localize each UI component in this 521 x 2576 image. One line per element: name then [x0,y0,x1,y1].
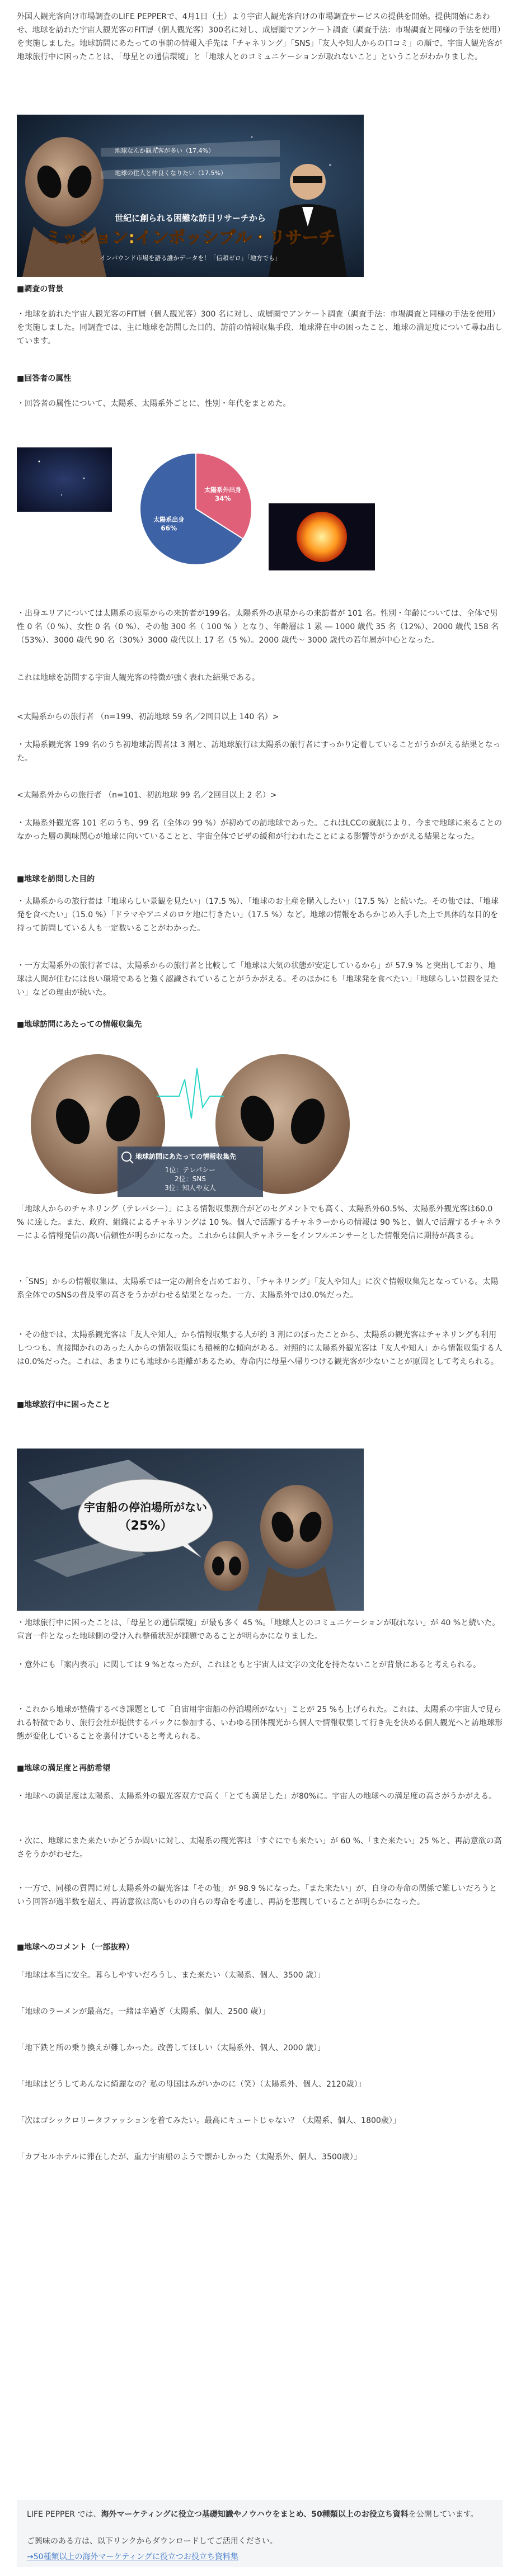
hero-bubble-1: 地球なんか観光客が多い（17.4%） [115,147,214,154]
comment-item: 「次はゴシックロリータファッションを着てみたい。最高にキュートじゃない？（太陽系、個人、1800歳）」 [17,2116,401,2125]
satisfaction-paragraph-2: ・次に、地球にまた来たいかどうか問いに対し、太陽系の観光客は「すぐにでも来たい」が 60 %、「また来たい」25 %と、再訪意欲の高さをうかがわせた。 [17,1837,502,1859]
section-trouble-heading: ■地球旅行中に困ったこと [17,1400,111,1409]
section-attr-heading: ■回答者の属性 [17,374,72,383]
footer-line-1-start: LIFE PEPPER では、 [27,2510,101,2519]
hero-bubble-2: 地球の住人と仲良くなりたい（17.5%） [115,169,227,177]
footer-line-2: ご興味のある方は、以下リンクからダウンロードしてご活用ください。 [27,2537,278,2546]
satisfaction-paragraph-3: ・一方で、同様の質問に対し太陽系外の観光客は「その他」が 98.9 %になった。「また来たい」が、自身の寿命の関係で難しいだろうという回答が過半数を超え、再訪意欲は高いものの自らの寿命を考慮し、再訪を悲観していることが明らかになった。 [17,1884,497,1907]
attr-note: これは地球を訪問する宇宙人観光客の特徴が強く表れた結果である。 [17,673,260,682]
solar-travelers-heading: <太陽系からの旅行者 （n=199、初訪地球 59 名／2回目以上 140 名）> [17,713,279,721]
pie-slice-value: 34% [214,494,231,503]
pie-slice-value: 66% [161,524,177,532]
purpose-paragraph: ・地球を訪れた宇宙人観光客のFIT層（個人観光客）300 名に対し、成層圏でアンケート調査（調査手法：市場調査と同様の手法を使用）を実施しました。同調査では、主に地球を訪問した目的、訪前の情報収集手段、地球滞在中の困ったこと、地球の満足度について尋ね出しています。 [17,310,503,346]
info-sources-image [17,1035,364,1197]
hero-title: ミッション:インポッシブル・リサーチ [45,228,336,248]
goal-paragraph-2: ・一方太陽系外の旅行者では、太陽系からの旅行者と比較して「地球は大気の状態が安定しているから」が 57.9 % と突出しており、地球は人間が住むには良い環境であると強く認識されていることがうかがえる。そのほかにも「地球発を食べたい」「地球らしい景観を見たい」などの理由が続いた。 [17,961,499,997]
footer-box [17,2500,503,2567]
comment-item: 「地球はどうしてあんなに綺麗なの？私の母国はみがいかのに（笑）（太陽系外、個人、2120歳）」 [17,2080,366,2089]
info-paragraph-2: ・「SNS」からの情報収集は、太陽系では一定の割合を占めており、「チャネリング」「友人や知人」に次ぐ情報収集先となっている。太陽系全体でのSNSの普及率の高さをうかがわせる結果となった。一方、太陽系外では0.0%だった。 [17,1277,499,1300]
pie-slice-label: 太陽系外出身 [204,486,242,494]
satisfaction-paragraph-1: ・地球への満足度は太陽系、太陽系外の観光客双方で高く「とても満足した」が80%に。宇宙人の地球への満足度の高さがうかがえる。 [17,1792,497,1801]
goal-paragraph-1: ・太陽系からの旅行者は「地球らしい景観を見たい」（17.5 %）、「地球のお土産を購入したい」（17.5 %）と続いた。その他では、「地球発を食べたい」（15.0 %）「ドラマやアニメのロケ地に行きたい」（17.5 %）など。地球の情報をあらかじめ入手した上で具体的な目的を持って訪問している人も一定数いることがわかった。 [17,897,499,933]
section-info-heading: ■地球訪問にあたっての情報収集先 [17,1020,142,1029]
hero-caption: インバウンド市場を語る誰かデータを！「信頼ゼロ」「地方でも」 [100,254,281,262]
pie-chart [17,439,375,579]
attr-detail-paragraph: ・出身エリアについては太陽系の恵星からの来訪者が199名。太陽系外の恵星からの来訪者が 101 名。性別・年齢については、全体で男性 0 名（0 %）、女性 0 名（0 %）、その他 300 名（ 100 % ）となり、年齢層は 1 累 ― 1000 歳代 35 名（12%）、2000 歳代 158 名（53%）、3000 歳代 90 名（30%）3000 歳代以上 17 名（5 %）。2000 歳代～ 3000 歳代の若年層が中心となった。 [17,609,499,645]
trouble-paragraph-2: ・意外にも「案内表示」に関しては 9 %となったが、これはともと宇宙人は文字の文化を持たないことが背景にあると考えられる。 [17,1660,481,1669]
info-paragraph-1: 「地球人からのチャネリング（テレパシー）」による情報収集割合がどのセグメントでも高く、太陽系外60.5%、太陽系外観光客は60.0 % に達した。また、政府、組織によるチャネリングは 10 %。個人で活躍するチャネラーからの情報は 90 %と、個人で活躍するチャネラーによる情報発信の高い信頼性が明らかになった。これからは個人チャネラーをインフルエンサーとした情報発信に期待が高まる。 [17,1205,502,1240]
solar-travelers-text: ・太陽系観光客 199 名のうち初地球訪問者は 3 割と、訪地球旅行は太陽系の旅行者にすっかり定着していることがうかがえる結果となった。 [17,740,501,763]
info-image-title: 地球訪問にあたっての情報収集先 [135,1153,237,1160]
info-paragraph-3: ・その他では、太陽系観光客は「友人や知人」から情報収集する人が約 3 割にのぼったことから、太陽系の観光客はチャネリングも利用しつつも、直接聞かれのあった人からの情報収集にも積極的な傾向がある。対照的に太陽系外観光客は「友人や知人」から情報収集する人は0.0%だった。これは、あまりにも地球から距離があるため、寿命内に母星へ帰りつける観光客が少ないことが原因として考えられる。 [17,1331,503,1366]
trouble-paragraph-3: ・これから地球が整備するべき課題として「自宙用宇宙船の停泊場所がない」ことが 25 %も上げられた。これは、太陽系の宇宙人で見られる特徴であり、旅行会社が提供するパックに参加する、いわゆる団体観光から個人で情報収集して行き先を決める個人観光へと訪地球形態が変化していることを裏付けていると考えられる。 [17,1705,503,1741]
galaxy-photo [17,447,112,512]
pie-slice-label: 太陽系出身 [153,516,185,523]
trouble-image [17,1449,364,1611]
hero-subtitle: 世紀に創られる困難な訪日リサーチから [115,213,266,223]
info-rank-2: 2位：SNS [175,1175,206,1183]
pie-chart-image [17,439,375,579]
footer-line-1-emph: 海外マーケティングに役立つ基礎知識やノウハウをまとめ、50種類以上のお役立ち資料 [101,2510,409,2519]
comment-item: 「地下鉄と所の乗り換えが難しかった。改善してほしい（太陽系外、個人、2000 歳）」 [17,2044,326,2053]
trouble-bubble-text: 宇宙船の停泊場所がない [84,1501,207,1514]
footer-line-1-end: を公開しています。 [408,2510,478,2519]
comment-item: 「地球のラーメンが最高だ。一緒は辛過ぎ（太陽系、個人、2500 歳）」 [17,2007,270,2016]
attr-paragraph: ・回答者の属性について、太陽系、太陽系外ごとに、性別・年代をまとめた。 [17,399,291,408]
info-rank-1: 1位：テレパシー [165,1166,216,1174]
extra-travelers-heading: <太陽系外からの旅行者 （n=101、初訪地球 99 名／2回目以上 2 名）> [17,791,277,800]
comment-item: 「地球は本当に安全。暮らしやすいだろうし、また来たい（太陽系、個人、3500 歳）」 [17,1971,326,1980]
trouble-paragraph-1: ・地球旅行中に困ったことは、「母星との通信環境」が最も多く 45 %。「地球人とのコミュニケーションが取れない」が 40 %と続いた。宣言一件となった地球側の受け入れ整備状況が課題であることが明らかになりました。 [17,1619,500,1641]
info-rank-3: 3位：知人や友人 [165,1184,216,1192]
footer-download-link[interactable]: →50種類以上の海外マーケティングに役立つお役立ち資料集 [27,2553,238,2561]
section-goal-heading: ■地球を訪問した目的 [17,875,95,884]
extra-travelers-text: ・太陽系外観光客 101 名のうち、99 名（全体の 99 %）が初めての訪地球であった。これはLCCの就航により、今まで地球に来ることのなかった層の興味関心が地球に向いていることと、宇宙全体でビザの緩和が行われたことによる影響等がうかがえる結果となった。 [17,819,503,841]
section-comments-heading: ■地球へのコメント（一部抜粋） [17,1943,134,1952]
hero-image [17,115,364,277]
section-satisfaction-heading: ■地球の満足度と再訪希望 [17,1764,111,1773]
comment-item: 「カプセルホテルに滞在したが、重力宇宙船のようで懐かしかった（太陽系外、個人、3500歳）」 [17,2153,362,2162]
section-purpose-heading: ■調査の背景 [17,285,64,294]
trouble-bubble-pct: （25%） [118,1519,173,1533]
intro-paragraph: 外国人観光客向け市場調査のLIFE PEPPERで、4月1日（土）より宇宙人観光客向けの市場調査サービスの提供を開始。提供開始にあわせ、地球を訪れた宇宙人観光客のFIT層（個人観光客）300名に対し、成層圏でアンケート調査（調査手法：市場調査と同様の手法を使用）を実施しました。地球訪問にあたっての事前の情報入手先は「チャネリング」「SNS」「友人や知人からの口コミ」の順で、宇宙人観光客が地球旅行中に困ったことは、「母星との通信環境」と「地球人とのコミュニケーションが取れないこと」ということがわかりました。 [17,12,503,62]
footer-line-1 [27,2508,491,2521]
